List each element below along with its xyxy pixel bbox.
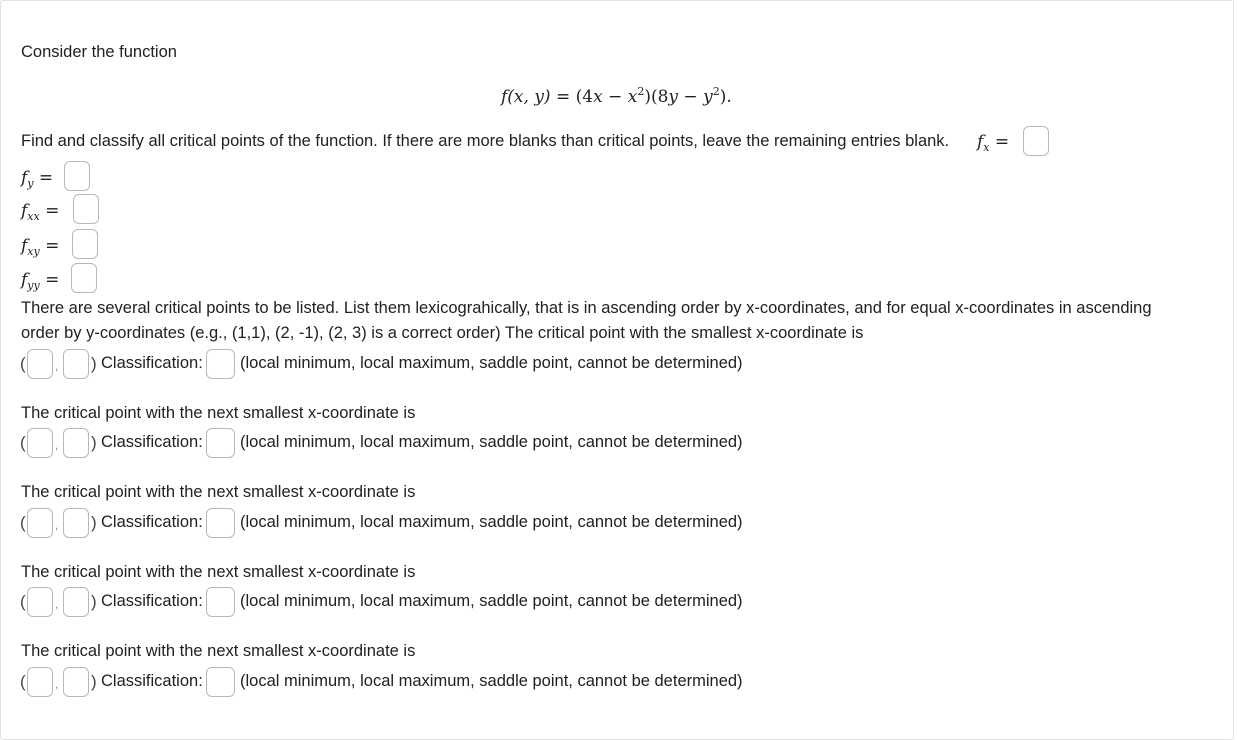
point1-classification-input[interactable] (206, 349, 235, 379)
next-point-label: The critical point with the next smallest x-coordinate is (21, 404, 416, 422)
equation-exponent: 2 (637, 85, 645, 98)
fy-input[interactable] (64, 161, 90, 191)
fxx-equals: = (45, 201, 60, 221)
fy-sub: y (27, 177, 34, 190)
next-point-label: The critical point with the next smallest x-coordinate is (21, 563, 416, 581)
comma: , (55, 438, 59, 452)
close-paren: ) (91, 354, 97, 373)
classification-options: (local minimum, local maximum, saddle point, cannot be determined) (240, 592, 743, 610)
close-paren: ) (91, 672, 97, 691)
fx-equals: = (994, 132, 1010, 152)
equation-lhs: f(x, y) = (501, 87, 576, 107)
point5-x-input[interactable] (27, 667, 53, 697)
fxy-sub: xy (27, 245, 40, 258)
instruction-text: Find and classify all critical points of the function. If there are more blanks than critical points, leave the remaining entries blank. (21, 132, 950, 150)
classification-label: Classification: (101, 513, 203, 531)
open-paren: ( (20, 592, 26, 611)
fx-input[interactable] (1023, 126, 1049, 156)
equation-part: x (593, 87, 603, 107)
equation-part: ). (719, 87, 732, 107)
equation-part: y (703, 87, 713, 107)
comma: , (55, 677, 59, 691)
point1-x-input[interactable] (27, 349, 53, 379)
fyy-f: f (21, 270, 28, 290)
equation-part: − (678, 87, 704, 107)
next-point-label: The critical point with the next smallest x-coordinate is (21, 642, 416, 660)
list-instruction-line1: There are several critical points to be listed. List them lexicograhically, that is in ascending order by x-coordinates, and for equal x-coordinates in ascending (21, 299, 1152, 317)
open-paren: ( (20, 513, 26, 532)
point5-y-input[interactable] (63, 667, 89, 697)
next-point-label: The critical point with the next smallest x-coordinate is (21, 483, 416, 501)
point4-classification-input[interactable] (206, 587, 235, 617)
point4-y-input[interactable] (63, 587, 89, 617)
fxy-input[interactable] (72, 229, 98, 259)
close-paren: ) (91, 592, 97, 611)
fxx-sub: xx (27, 210, 40, 223)
classification-label: Classification: (101, 433, 203, 451)
fx-label (977, 132, 1009, 154)
point3-classification-input[interactable] (206, 508, 235, 538)
comma: , (55, 518, 59, 532)
fxx-label (21, 201, 59, 223)
point4-x-input[interactable] (27, 587, 53, 617)
fxx-f: f (21, 201, 28, 221)
point3-x-input[interactable] (27, 508, 53, 538)
classification-options: (local minimum, local maximum, saddle point, cannot be determined) (240, 433, 743, 451)
equation-part: )(8 (644, 87, 669, 107)
fx-sub: x (983, 141, 990, 154)
classification-options: (local minimum, local maximum, saddle point, cannot be determined) (240, 513, 743, 531)
function-equation (501, 85, 732, 107)
equation-part: − (602, 87, 628, 107)
fx-f: f (977, 132, 984, 152)
point3-y-input[interactable] (63, 508, 89, 538)
list-instruction-line2: order by y-coordinates (e.g., (1,1), (2, -1), (2, 3) is a correct order) The critical point with the smallest x-coordinate is (21, 324, 864, 342)
point1-y-input[interactable] (63, 349, 89, 379)
point2-x-input[interactable] (27, 428, 53, 458)
fxy-label (21, 236, 59, 258)
point5-classification-input[interactable] (206, 667, 235, 697)
fy-f: f (21, 168, 28, 188)
equation-part: (4 (575, 87, 594, 107)
fy-label (21, 168, 53, 190)
classification-label: Classification: (101, 672, 203, 690)
point2-y-input[interactable] (63, 428, 89, 458)
intro-text: Consider the function (21, 43, 177, 61)
fxy-f: f (21, 236, 28, 256)
open-paren: ( (20, 433, 26, 452)
comma: , (55, 359, 59, 373)
classification-options: (local minimum, local maximum, saddle point, cannot be determined) (240, 672, 743, 690)
open-paren: ( (20, 672, 26, 691)
equation-exponent: 2 (712, 85, 720, 98)
fxy-equals: = (45, 236, 60, 256)
equation-part: x (627, 87, 638, 107)
close-paren: ) (91, 513, 97, 532)
classification-label: Classification: (101, 354, 203, 372)
classification-options: (local minimum, local maximum, saddle point, cannot be determined) (240, 354, 743, 372)
point2-classification-input[interactable] (206, 428, 235, 458)
fyy-label (21, 270, 59, 292)
open-paren: ( (20, 354, 26, 373)
fxx-input[interactable] (73, 194, 99, 224)
classification-label: Classification: (101, 592, 203, 610)
fyy-equals: = (45, 270, 60, 290)
close-paren: ) (91, 433, 97, 452)
fy-equals: = (38, 168, 54, 188)
comma: , (55, 597, 59, 611)
fyy-sub: yy (27, 279, 40, 292)
equation-part: y (668, 87, 679, 107)
fyy-input[interactable] (71, 263, 97, 293)
